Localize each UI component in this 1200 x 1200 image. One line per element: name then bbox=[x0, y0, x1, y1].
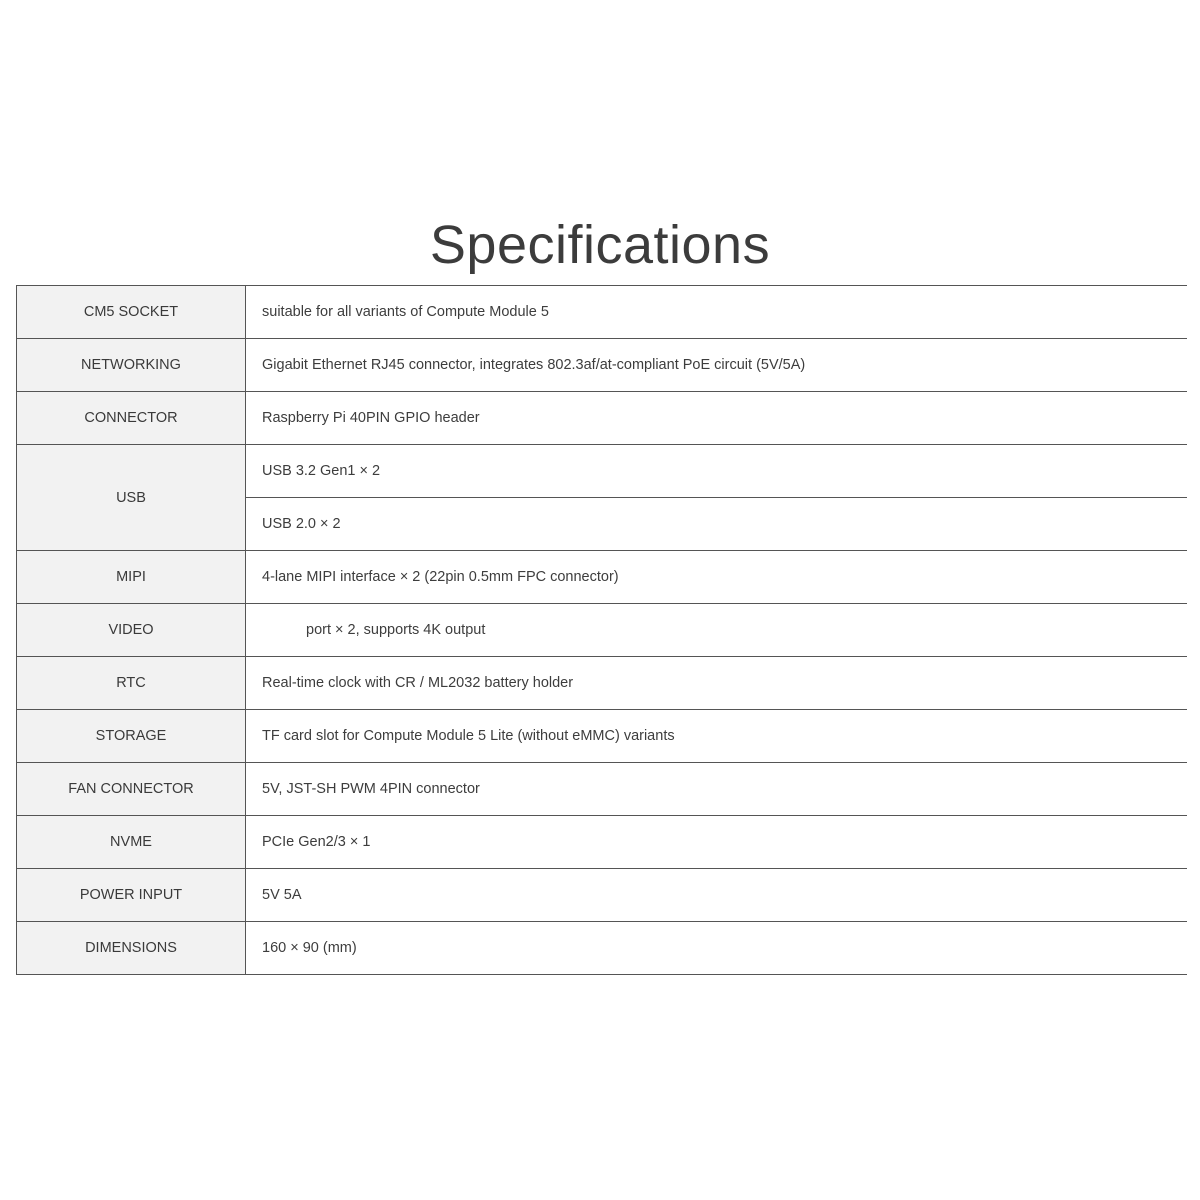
spec-label: USB bbox=[17, 445, 246, 551]
table-row bbox=[17, 392, 1187, 445]
spec-value: 5V 5A bbox=[246, 869, 1187, 922]
spec-value: Gigabit Ethernet RJ45 connector, integrates 802.3af/at-compliant PoE circuit (5V/5A) bbox=[246, 339, 1187, 392]
page-title: Specifications bbox=[429, 215, 771, 275]
spec-value: Real-time clock with CR / ML2032 battery holder bbox=[246, 657, 1187, 710]
spec-label: NVME bbox=[17, 816, 246, 869]
table-row bbox=[17, 763, 1187, 816]
table-row bbox=[17, 657, 1187, 710]
table-row bbox=[17, 710, 1187, 763]
spec-value: Raspberry Pi 40PIN GPIO header bbox=[246, 392, 1187, 445]
table-row bbox=[17, 816, 1187, 869]
spec-label: FAN CONNECTOR bbox=[17, 763, 246, 816]
spec-label: MIPI bbox=[17, 551, 246, 604]
spec-label: CM5 SOCKET bbox=[17, 286, 246, 339]
spec-label: STORAGE bbox=[17, 710, 246, 763]
spec-value: USB 2.0 × 2 bbox=[246, 498, 1187, 551]
table-row bbox=[17, 286, 1187, 339]
specifications-table bbox=[16, 285, 1187, 975]
spec-value: USB 3.2 Gen1 × 2 bbox=[246, 445, 1187, 498]
spec-label: RTC bbox=[17, 657, 246, 710]
table-row bbox=[17, 551, 1187, 604]
spec-value: 4-lane MIPI interface × 2 (22pin 0.5mm FPC connector) bbox=[246, 551, 1187, 604]
table-row bbox=[17, 604, 1187, 657]
spec-value: 160 × 90 (mm) bbox=[246, 922, 1187, 975]
table-row bbox=[17, 339, 1187, 392]
spec-label: POWER INPUT bbox=[17, 869, 246, 922]
spec-value: PCIe Gen2/3 × 1 bbox=[246, 816, 1187, 869]
table-row bbox=[17, 922, 1187, 975]
spec-value: 5V, JST-SH PWM 4PIN connector bbox=[246, 763, 1187, 816]
spec-label: DIMENSIONS bbox=[17, 922, 246, 975]
spec-label: NETWORKING bbox=[17, 339, 246, 392]
spec-value: TF card slot for Compute Module 5 Lite (without eMMC) variants bbox=[246, 710, 1187, 763]
table-row bbox=[17, 445, 1187, 498]
spec-label: CONNECTOR bbox=[17, 392, 246, 445]
spec-value: suitable for all variants of Compute Module 5 bbox=[246, 286, 1187, 339]
table-row bbox=[17, 869, 1187, 922]
spec-label: VIDEO bbox=[17, 604, 246, 657]
spec-value: port × 2, supports 4K output bbox=[246, 604, 1187, 657]
